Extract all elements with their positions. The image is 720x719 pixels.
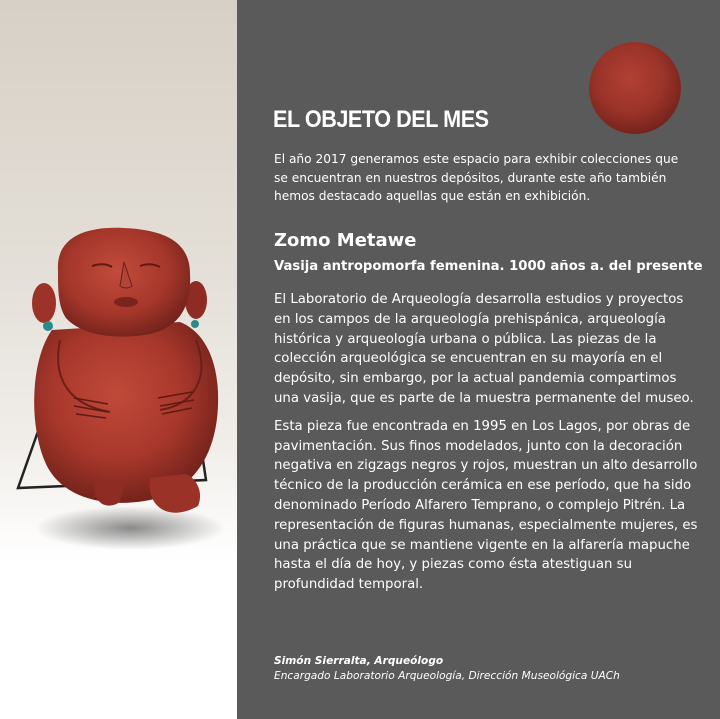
author-name: Simón Sierralta, Arqueólogo bbox=[274, 655, 444, 667]
object-name: Zomo Metawe bbox=[274, 230, 417, 251]
object-description bbox=[274, 290, 699, 595]
intro-paragraph: El año 2017 generamos este espacio para exhibir colecciones que se encuentran en nuestros depósitos, durante este año también hemos destacado aquellas que están en exhibición. bbox=[274, 152, 679, 203]
artifact-photo bbox=[0, 0, 237, 719]
object-subtitle: Vasija antropomorfa femenina. 1000 años a. del presente bbox=[274, 259, 703, 274]
author-signature bbox=[274, 654, 704, 684]
anthropomorphic-vessel-image bbox=[0, 0, 237, 719]
artifact-thumbnail bbox=[589, 42, 681, 134]
info-panel bbox=[237, 0, 720, 719]
description-paragraph: Esta pieza fue encontrada en 1995 en Los Lagos, por obras de pavimentación. Sus finos modelados, junto con la decoración negativa en zigzags negros y rojos, muestran un alto desarrollo técnico de la producción cerámica en ese período, que ha sido denominado Período Alfarero Temprano, o complejo Pitrén. La representación de figuras humanas, especialmente mujeres, es una práctica que se mantiene vigente en la alfarería mapuche hasta el día de hoy, y piezas como ésta atestiguan su profundidad temporal. bbox=[274, 418, 698, 593]
page-title: EL OBJETO DEL MES bbox=[273, 106, 489, 133]
description-paragraph: El Laboratorio de Arqueología desarrolla estudios y proyectos en los campos de la arqueología prehispánica, arqueología histórica y arqueología urbana o pública. Las piezas de la colección arqueológica se encuentran en su mayoría en el depósito, sin embargo, por la actual pandemia compartimos una vasija, que es parte de la muestra permanente del museo. bbox=[274, 292, 694, 406]
author-role: Encargado Laboratorio Arqueología, Dirección Museológica UACh bbox=[274, 670, 620, 682]
